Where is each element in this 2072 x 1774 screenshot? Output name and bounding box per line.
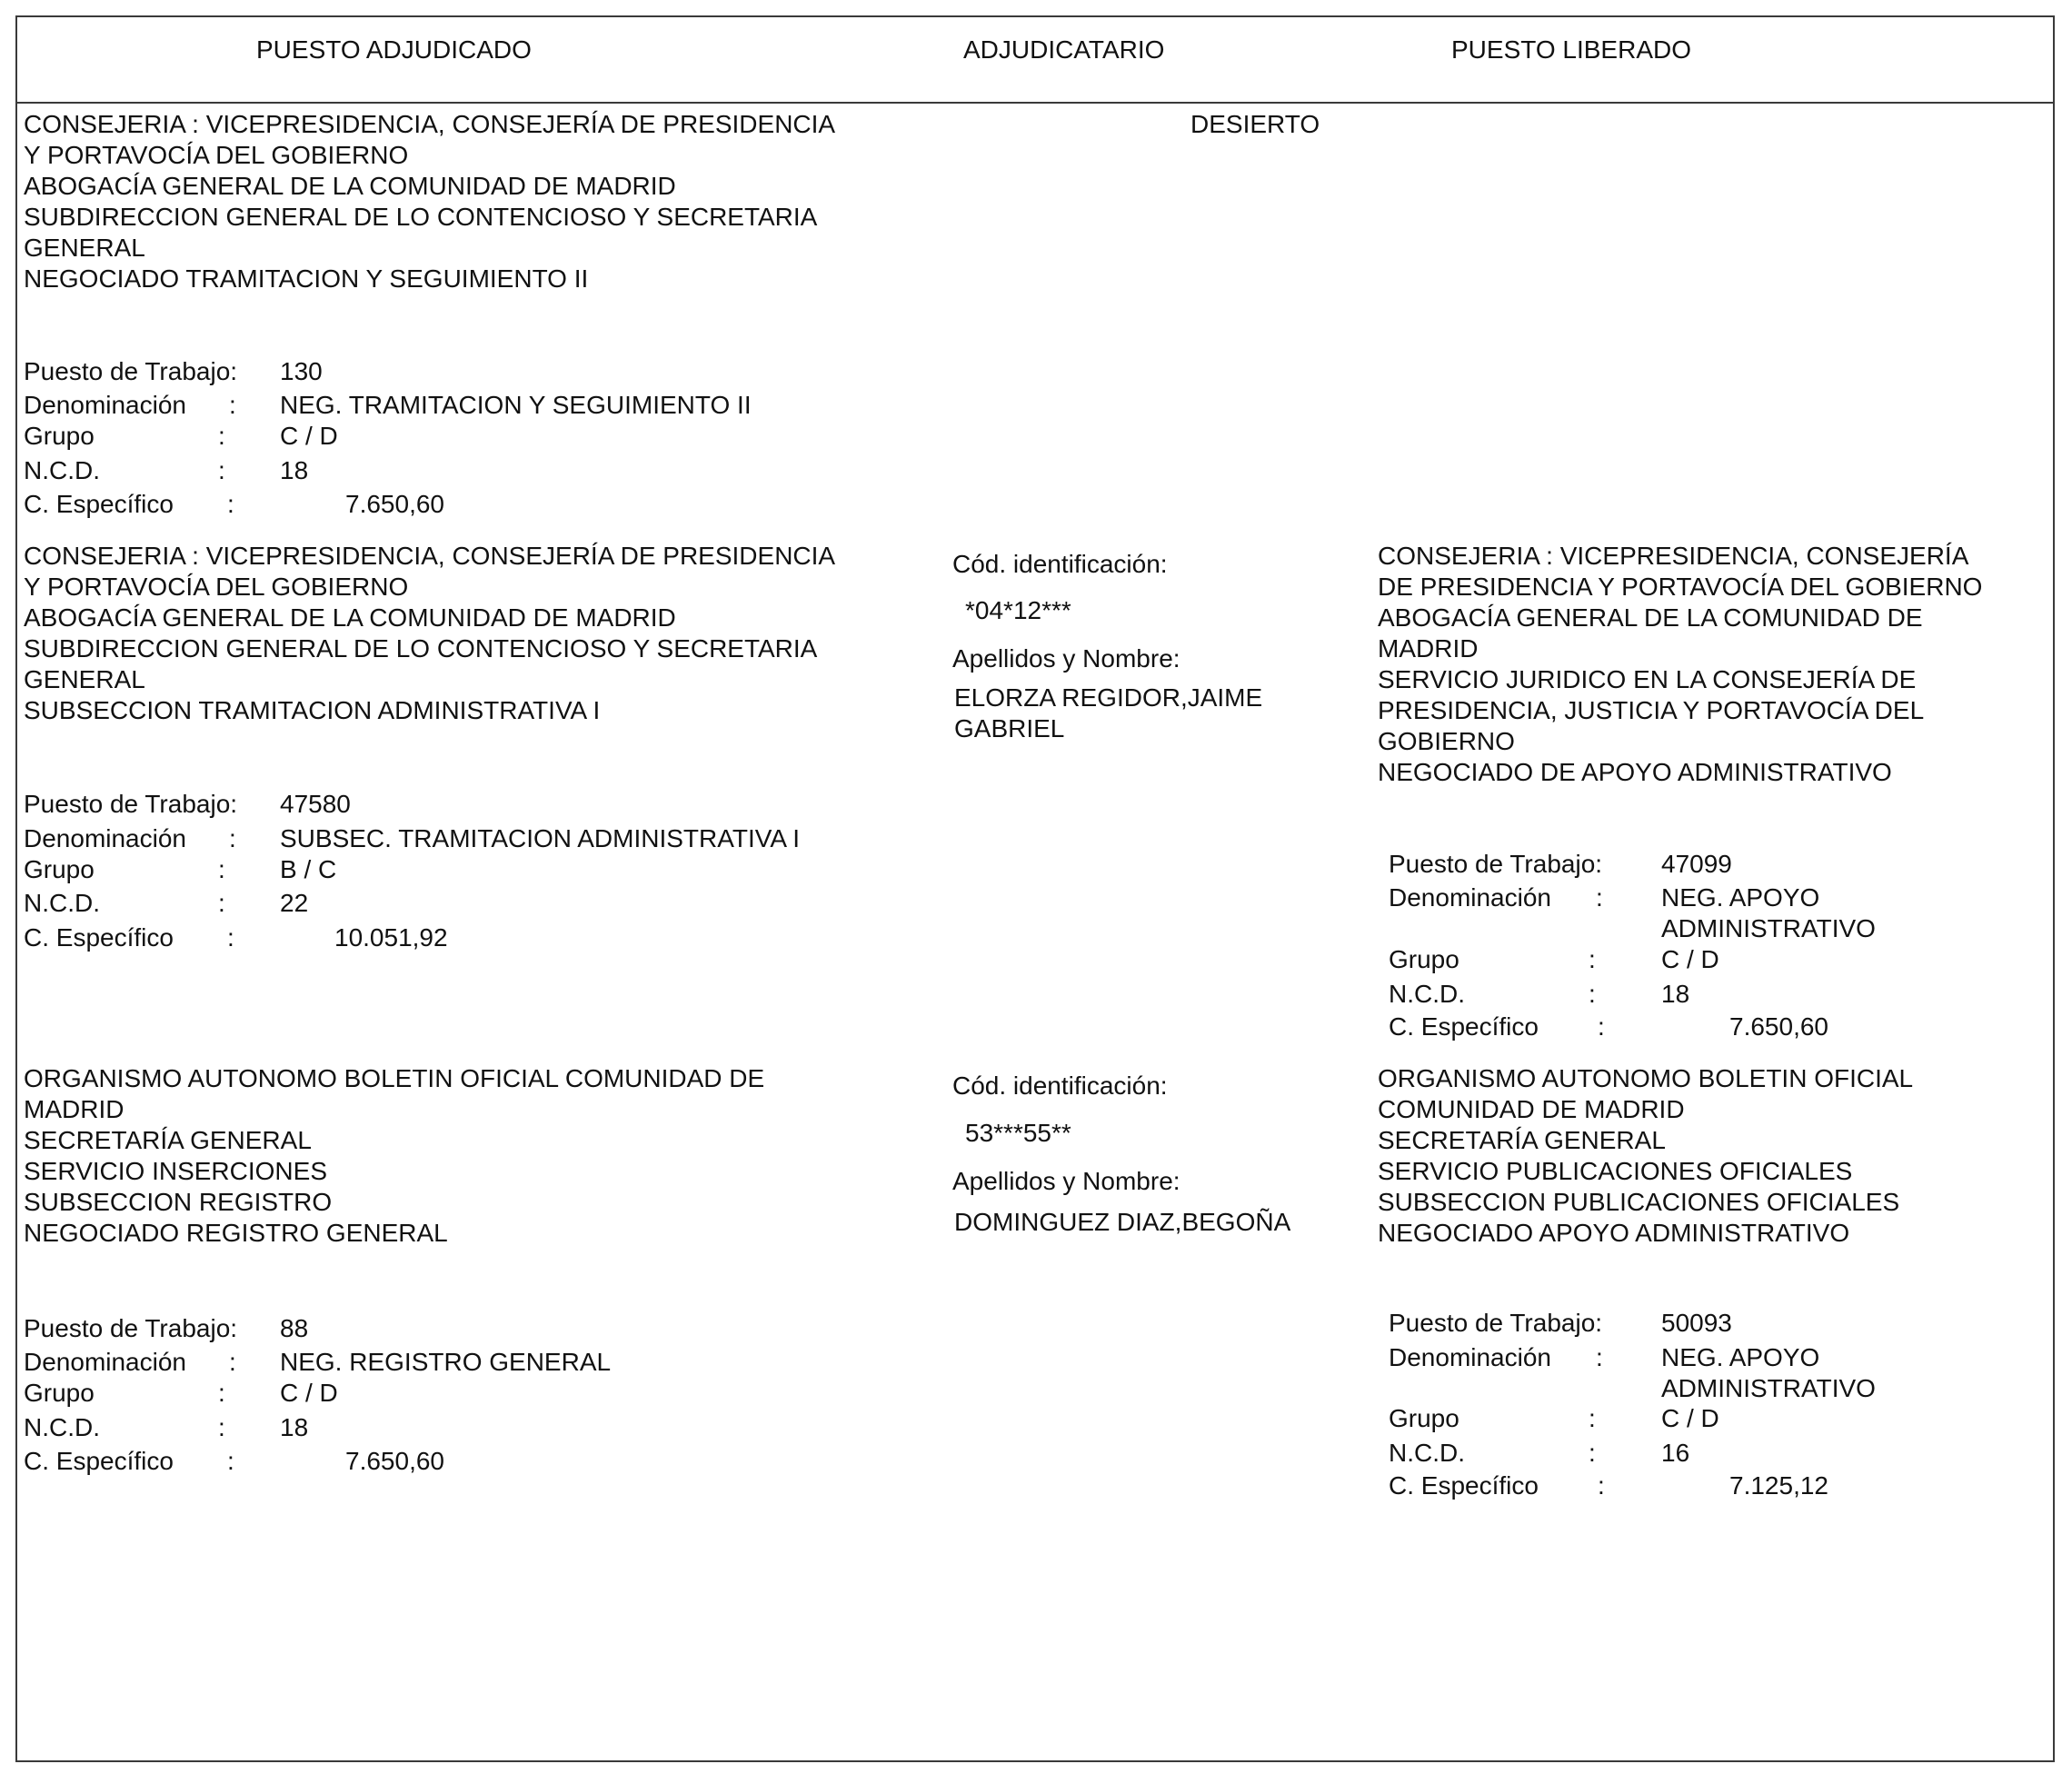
row1-adjudicado-org: [24, 109, 835, 294]
colon: :: [1596, 883, 1603, 912]
colon: :: [1589, 1404, 1596, 1432]
org-line: ORGANISMO AUTONOMO BOLETIN OFICIAL: [1378, 1064, 1914, 1092]
row1-especifico-value: 7.650,60: [345, 490, 444, 518]
row3-name-label: Apellidos y Nombre:: [952, 1167, 1180, 1195]
row2-puesto-value: 47580: [280, 790, 351, 818]
org-line: Y PORTAVOCÍA DEL GOBIERNO: [24, 573, 409, 601]
row2-ncd-value: 22: [280, 889, 309, 917]
row2-lib-ncd-value: 18: [1661, 980, 1690, 1008]
org-line: CONSEJERIA : VICEPRESIDENCIA, CONSEJERÍA: [1378, 542, 1969, 570]
header-divider: [15, 102, 2055, 104]
row2-denominacion-value: SUBSEC. TRAMITACION ADMINISTRATIVA I: [280, 824, 801, 852]
org-line: SERVICIO JURIDICO EN LA CONSEJERÍA DE: [1378, 665, 1917, 693]
row1-puesto-value: 130: [280, 357, 323, 385]
org-line: SUBSECCION TRAMITACION ADMINISTRATIVA I: [24, 696, 601, 724]
row2-lib-puesto-value: 47099: [1661, 850, 1732, 878]
row3-grupo-value: C / D: [280, 1379, 338, 1407]
colon: :: [1596, 1343, 1603, 1371]
row3-liberado-org: [1378, 1063, 1913, 1249]
row3-adjudicado-org: [24, 1063, 764, 1249]
org-line: GOBIERNO: [1378, 727, 1515, 755]
header-adjudicatario: ADJUDICATARIO: [963, 35, 1165, 64]
label-denominacion: Denominación: [24, 824, 186, 852]
label-denominacion: Denominación: [24, 1348, 186, 1376]
org-line: CONSEJERIA : VICEPRESIDENCIA, CONSEJERÍA DE PRESIDENCIA: [24, 110, 836, 138]
row3-especifico-value: 7.650,60: [345, 1447, 444, 1475]
org-line: ABOGACÍA GENERAL DE LA COMUNIDAD DE MADRID: [24, 172, 676, 200]
colon: :: [1589, 980, 1596, 1008]
label-grupo: Grupo: [1389, 1404, 1459, 1432]
org-line: GENERAL: [24, 234, 145, 262]
row2-especifico-value: 10.051,92: [334, 923, 448, 952]
org-line: SUBSECCION PUBLICACIONES OFICIALES: [1378, 1188, 1900, 1216]
org-line: SECRETARÍA GENERAL: [1378, 1126, 1666, 1154]
name-line: GABRIEL: [954, 714, 1065, 742]
org-line: COMUNIDAD DE MADRID: [1378, 1095, 1685, 1123]
row2-cod-label: Cód. identificación:: [952, 550, 1168, 578]
org-line: NEGOCIADO REGISTRO GENERAL: [24, 1219, 448, 1247]
row3-ncd-value: 18: [280, 1413, 309, 1441]
denominacion-line: NEG. APOYO: [1661, 883, 1820, 912]
label-puesto: Puesto de Trabajo:: [1389, 1309, 1603, 1337]
org-line: SERVICIO INSERCIONES: [24, 1157, 328, 1185]
row1-grupo-value: C / D: [280, 422, 338, 450]
denominacion-line: ADMINISTRATIVO: [1661, 914, 1876, 942]
row2-lib-denominacion: [1661, 882, 1876, 944]
label-grupo: Grupo: [1389, 945, 1459, 973]
row2-liberado-org: [1378, 541, 1982, 788]
label-ncd: N.C.D.: [24, 456, 100, 484]
colon: :: [227, 923, 234, 952]
org-line: DE PRESIDENCIA Y PORTAVOCÍA DEL GOBIERNO: [1378, 573, 1983, 601]
label-especifico: C. Específico: [1389, 1012, 1539, 1041]
org-line: SERVICIO PUBLICACIONES OFICIALES: [1378, 1157, 1853, 1185]
label-ncd: N.C.D.: [1389, 980, 1465, 1008]
label-denominacion: Denominación: [24, 391, 186, 419]
colon: :: [1598, 1012, 1605, 1041]
row3-lib-grupo-value: C / D: [1661, 1404, 1719, 1432]
row2-cod-value: *04*12***: [965, 596, 1071, 624]
colon: :: [227, 490, 234, 518]
label-puesto: Puesto de Trabajo:: [1389, 850, 1603, 878]
colon: :: [1589, 945, 1596, 973]
org-line: Y PORTAVOCÍA DEL GOBIERNO: [24, 141, 409, 169]
label-denominacion: Denominación: [1389, 1343, 1551, 1371]
org-line: NEGOCIADO DE APOYO ADMINISTRATIVO: [1378, 758, 1892, 786]
row3-name: [954, 1207, 1290, 1238]
row1-denominacion-value: NEG. TRAMITACION Y SEGUIMIENTO II: [280, 391, 752, 419]
row3-cod-value: 53***55**: [965, 1119, 1071, 1147]
org-line: SUBDIRECCION GENERAL DE LO CONTENCIOSO Y SECRETARIA: [24, 634, 818, 663]
org-line: GENERAL: [24, 665, 145, 693]
name-line: DOMINGUEZ DIAZ,BEGOÑA: [954, 1208, 1291, 1236]
colon: :: [218, 889, 225, 917]
org-line: CONSEJERIA : VICEPRESIDENCIA, CONSEJERÍA DE PRESIDENCIA: [24, 542, 836, 570]
org-line: PRESIDENCIA, JUSTICIA Y PORTAVOCÍA DEL: [1378, 696, 1925, 724]
row1-ncd-value: 18: [280, 456, 309, 484]
denominacion-line: NEG. APOYO: [1661, 1343, 1820, 1371]
row1-desierto: DESIERTO: [1190, 110, 1320, 138]
header-puesto-liberado: PUESTO LIBERADO: [1451, 35, 1692, 64]
colon: :: [218, 1379, 225, 1407]
org-line: SUBSECCION REGISTRO: [24, 1188, 333, 1216]
row2-lib-especifico-value: 7.650,60: [1729, 1012, 1828, 1041]
org-line: NEGOCIADO TRAMITACION Y SEGUIMIENTO II: [24, 264, 589, 293]
org-line: ORGANISMO AUTONOMO BOLETIN OFICIAL COMUNIDAD DE: [24, 1064, 765, 1092]
colon: :: [229, 391, 236, 419]
label-especifico: C. Específico: [24, 490, 174, 518]
colon: :: [229, 1348, 236, 1376]
org-line: SECRETARÍA GENERAL: [24, 1126, 312, 1154]
label-puesto: Puesto de Trabajo:: [24, 790, 238, 818]
label-ncd: N.C.D.: [1389, 1439, 1465, 1467]
colon: :: [229, 824, 236, 852]
colon: :: [218, 422, 225, 450]
label-grupo: Grupo: [24, 422, 95, 450]
denominacion-line: ADMINISTRATIVO: [1661, 1374, 1876, 1402]
label-grupo: Grupo: [24, 855, 95, 883]
row3-lib-puesto-value: 50093: [1661, 1309, 1732, 1337]
org-line: NEGOCIADO APOYO ADMINISTRATIVO: [1378, 1219, 1850, 1247]
org-line: MADRID: [24, 1095, 125, 1123]
colon: :: [227, 1447, 234, 1475]
row3-cod-label: Cód. identificación:: [952, 1071, 1168, 1100]
org-line: ABOGACÍA GENERAL DE LA COMUNIDAD DE MADRID: [24, 603, 676, 632]
row2-grupo-value: B / C: [280, 855, 337, 883]
header-puesto-adjudicado: PUESTO ADJUDICADO: [256, 35, 532, 64]
org-line: ABOGACÍA GENERAL DE LA COMUNIDAD DE: [1378, 603, 1923, 632]
label-ncd: N.C.D.: [24, 889, 100, 917]
colon: :: [218, 1413, 225, 1441]
row2-name: [954, 683, 1262, 744]
colon: :: [1589, 1439, 1596, 1467]
label-especifico: C. Específico: [24, 1447, 174, 1475]
name-line: ELORZA REGIDOR,JAIME: [954, 683, 1263, 712]
label-grupo: Grupo: [24, 1379, 95, 1407]
row3-puesto-value: 88: [280, 1314, 309, 1342]
label-especifico: C. Específico: [24, 923, 174, 952]
row2-adjudicado-org: [24, 541, 835, 726]
org-line: SUBDIRECCION GENERAL DE LO CONTENCIOSO Y SECRETARIA: [24, 203, 818, 231]
row3-lib-denominacion: [1661, 1342, 1876, 1404]
row3-lib-ncd-value: 16: [1661, 1439, 1690, 1467]
colon: :: [218, 855, 225, 883]
label-denominacion: Denominación: [1389, 883, 1551, 912]
label-puesto: Puesto de Trabajo:: [24, 357, 238, 385]
row3-denominacion-value: NEG. REGISTRO GENERAL: [280, 1348, 612, 1376]
colon: :: [218, 456, 225, 484]
label-puesto: Puesto de Trabajo:: [24, 1314, 238, 1342]
row2-lib-grupo-value: C / D: [1661, 945, 1719, 973]
label-ncd: N.C.D.: [24, 1413, 100, 1441]
row2-name-label: Apellidos y Nombre:: [952, 644, 1180, 673]
label-especifico: C. Específico: [1389, 1471, 1539, 1500]
colon: :: [1598, 1471, 1605, 1500]
org-line: MADRID: [1378, 634, 1479, 663]
row3-lib-especifico-value: 7.125,12: [1729, 1471, 1828, 1500]
